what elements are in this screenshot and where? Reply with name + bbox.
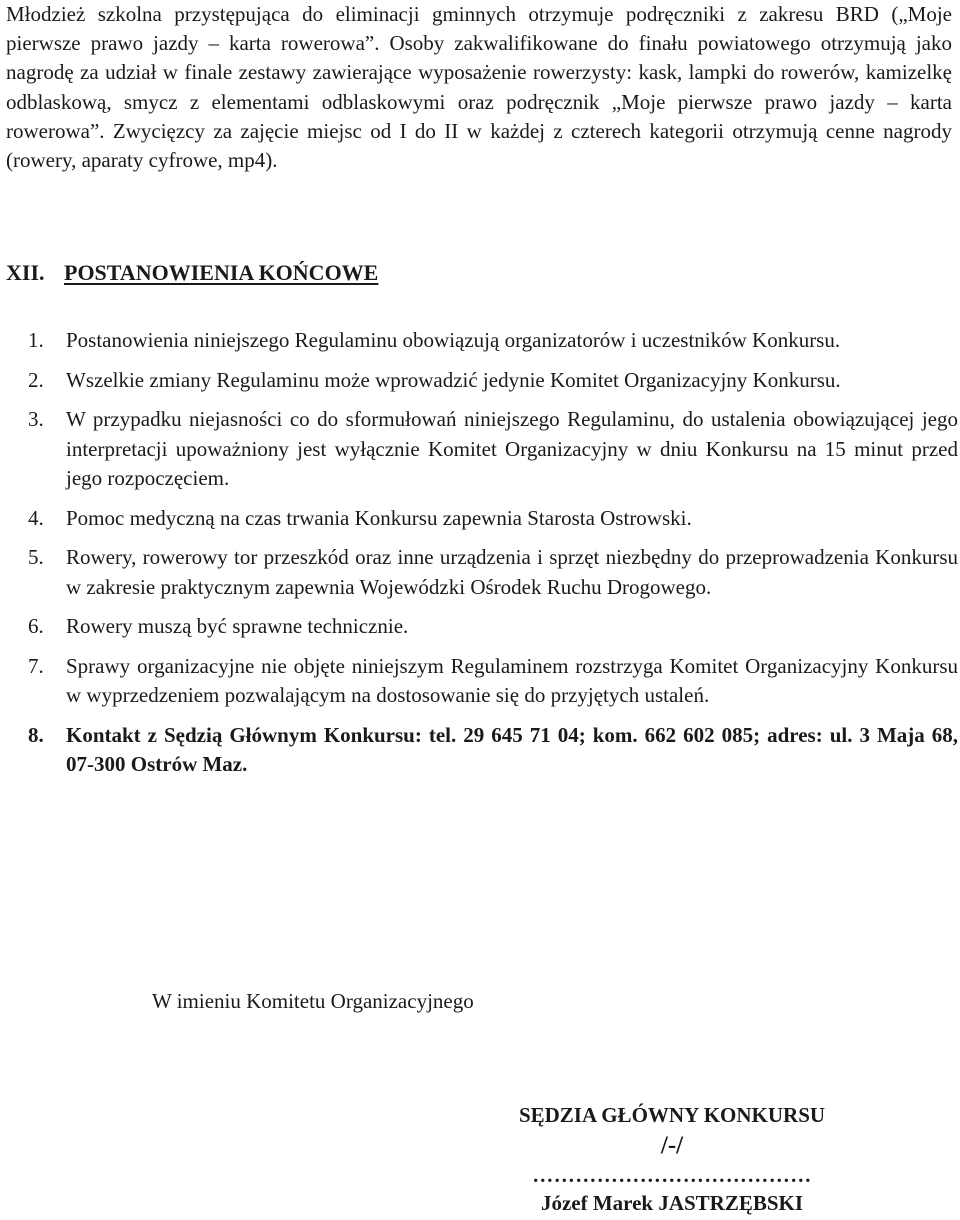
provision-item — [6, 504, 958, 534]
provision-item — [6, 405, 958, 494]
provision-number: 1. — [28, 328, 44, 352]
intro-paragraph: Młodzież szkolna przystępująca do eliminacji gminnych otrzymuje podręczniki z zakresu BRD („Moje pierwsze prawo jazdy – karta rowerowa”. Osoby zakwalifikowane do finału powiatowego otrzymują jako nagrodę za udział w finale zestawy zawierające wyposażenie rowerzysty: kask, lampki do rowerów, kamizelkę odblaskową, smycz z elementami odblaskowymi oraz podręcznik „Moje pierwsze prawo jazdy – karta rowerowa”. Zwycięzcy za zajęcie miejsc od I do II w każdej z czterech kategorii otrzymują cenne nagrody (rowery, aparaty cyfrowe, mp4). — [6, 2, 952, 173]
provision-item-contact — [6, 721, 958, 780]
section-title: POSTANOWIENIA KOŃCOWE — [64, 260, 379, 285]
provision-number: 6. — [28, 614, 44, 638]
provision-text: Rowery muszą być sprawne technicznie. — [66, 614, 409, 638]
provision-item — [6, 543, 958, 602]
provision-text: W przypadku niejasności co do sformułowań niniejszego Regulaminu, do ustalenia obowiązującej jego interpretacji upoważniony jest wyłącznie Komitet Organizacyjny w dniu Konkursu na 15 minut przed jego rozpoczęciem. — [66, 407, 958, 490]
provision-text: Kontakt z Sędzią Głównym Konkursu: tel. 29 645 71 04; kom. 662 602 085; adres: ul. 3 Maja 68, 07-300 Ostrów Maz. — [66, 722, 958, 776]
provision-item — [6, 366, 958, 396]
section-number: XII. — [6, 260, 45, 285]
provision-number: 8. — [28, 722, 44, 747]
provision-item — [6, 612, 958, 642]
provision-number: 3. — [28, 407, 44, 431]
provision-text: Rowery, rowerowy tor przeszkód oraz inne urządzenia i sprzęt niezbędny do przeprowadzenia Konkursu w zakresie praktycznym zapewnia Wojewódzki Ośrodek Ruchu Drogowego. — [66, 545, 958, 599]
signature-block — [480, 1100, 864, 1218]
provision-number: 2. — [28, 367, 44, 392]
provision-item — [6, 326, 958, 356]
provision-item — [6, 652, 958, 711]
provision-text: Postanowienia niniejszego Regulaminu obowiązują organizatorów i uczestników Konkursu. — [66, 328, 841, 352]
provision-text: Pomoc medyczną na czas trwania Konkursu zapewnia Starosta Ostrowski. — [66, 505, 692, 530]
section-heading — [6, 258, 378, 288]
signature-dots: ………………………………… — [532, 1163, 812, 1187]
provision-number: 7. — [28, 653, 44, 678]
signature-mark: /-/ — [660, 1132, 684, 1159]
provision-text: Wszelkie zmiany Regulaminu może wprowadzić jedynie Komitet Organizacyjny Konkursu. — [66, 367, 841, 392]
committee-line: W imieniu Komitetu Organizacyjnego — [152, 989, 474, 1013]
signature-name: Józef Marek JASTRZĘBSKI — [540, 1191, 804, 1215]
provision-number: 4. — [28, 505, 44, 530]
provisions-list — [6, 326, 958, 780]
provision-text: Sprawy organizacyjne nie objęte niniejszym Regulaminem rozstrzyga Komitet Organizacyjny Konkursu w wyprzedzeniem pozwalającym na dostosowanie się do przyjętych ustaleń. — [66, 653, 958, 707]
provision-number: 5. — [28, 545, 44, 569]
signature-title: SĘDZIA GŁÓWNY KONKURSU — [518, 1103, 826, 1127]
